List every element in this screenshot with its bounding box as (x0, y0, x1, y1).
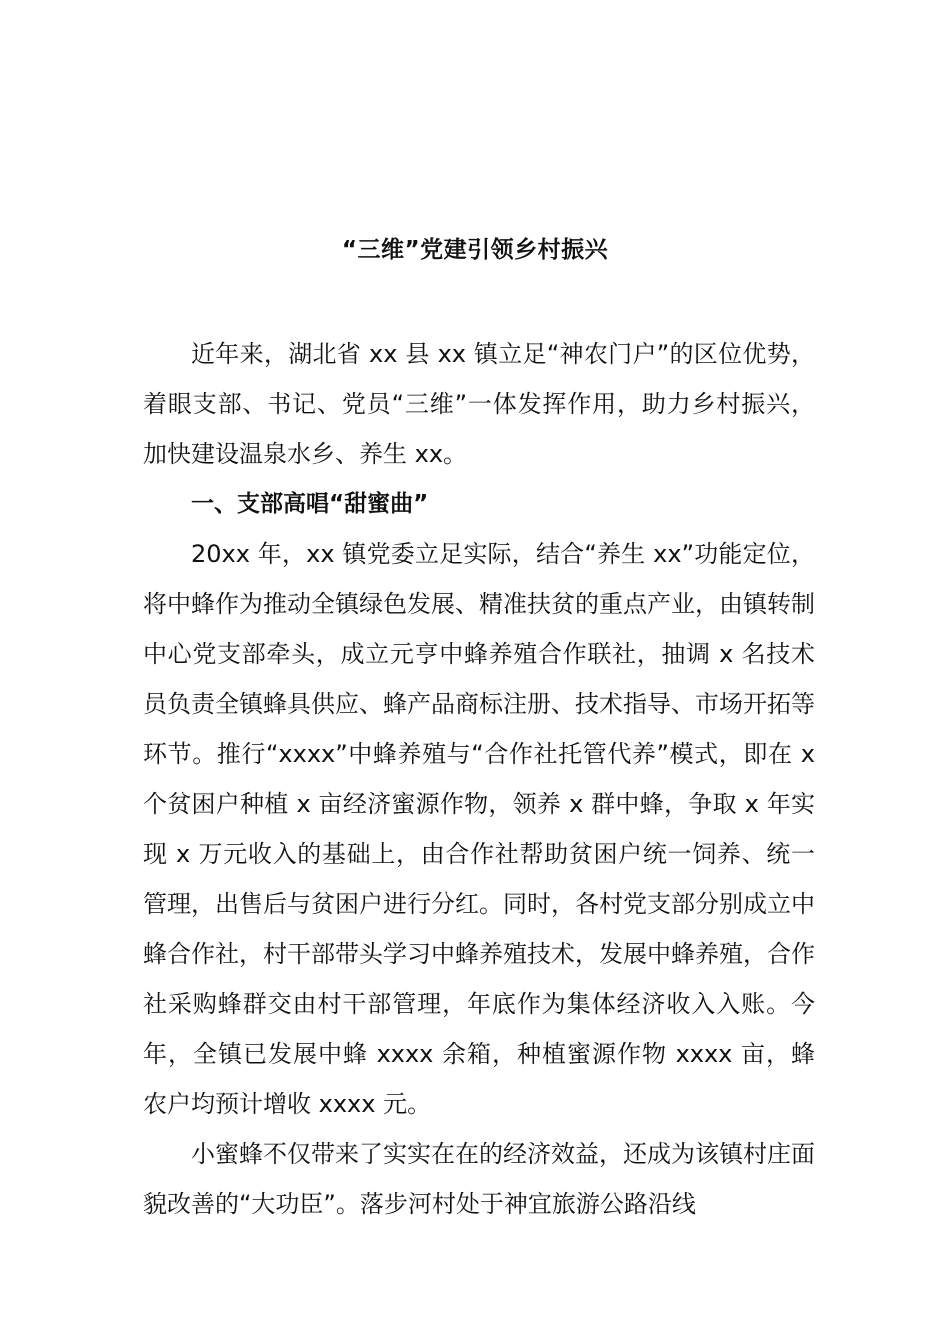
paragraph-section-1: 20xx 年，xx 镇党委立足实际，结合“养生 xx”功能定位，将中蜂作为推动全镇绿色发展、精准扶贫的重点产业，由镇转制中心党支部牵头，成立元亨中蜂养殖合作联社，抽调 x 名技术员负责全镇蜂具供应、蜂产品商标注册、技术指导、市场开拓等环节。推行“xxxx”中蜂养殖与“合作社托管代养”模式，即在 x 个贫困户种植 x 亩经济蜜源作物，领养 x 群中蜂，争取 x 年实现 x 万元收入的基础上，由合作社帮助贫困户统一饲养、统一管理，出售后与贫困户进行分红。同时，各村党支部分别成立中蜂合作社，村干部带头学习中蜂养殖技术，发展中蜂养殖，合作社采购蜂群交由村干部管理，年底作为集体经济收入入账。今年，全镇已发展中蜂 xxxx 余箱，种植蜜源作物 xxxx 亩，蜂农户均预计增收 xxxx 元。 (143, 540, 815, 1118)
paragraph-section-1-continued: 小蜜蜂不仅带来了实实在在的经济效益，还成为该镇村庄面貌改善的“大功臣”。落步河村处于神宜旅游公路沿线 (143, 1140, 815, 1218)
document-body (143, 329, 815, 1229)
section-heading-1: 一、支部高唱“甜蜜曲” (191, 491, 429, 517)
document-title: “三维”党建引领乡村振兴 (341, 237, 609, 263)
paragraph-intro: 近年来，湖北省 xx 县 xx 镇立足“神农门户”的区位优势，着眼支部、书记、党员“三维”一体发挥作用，助力乡村振兴，加快建设温泉水乡、养生 xx。 (143, 340, 815, 468)
